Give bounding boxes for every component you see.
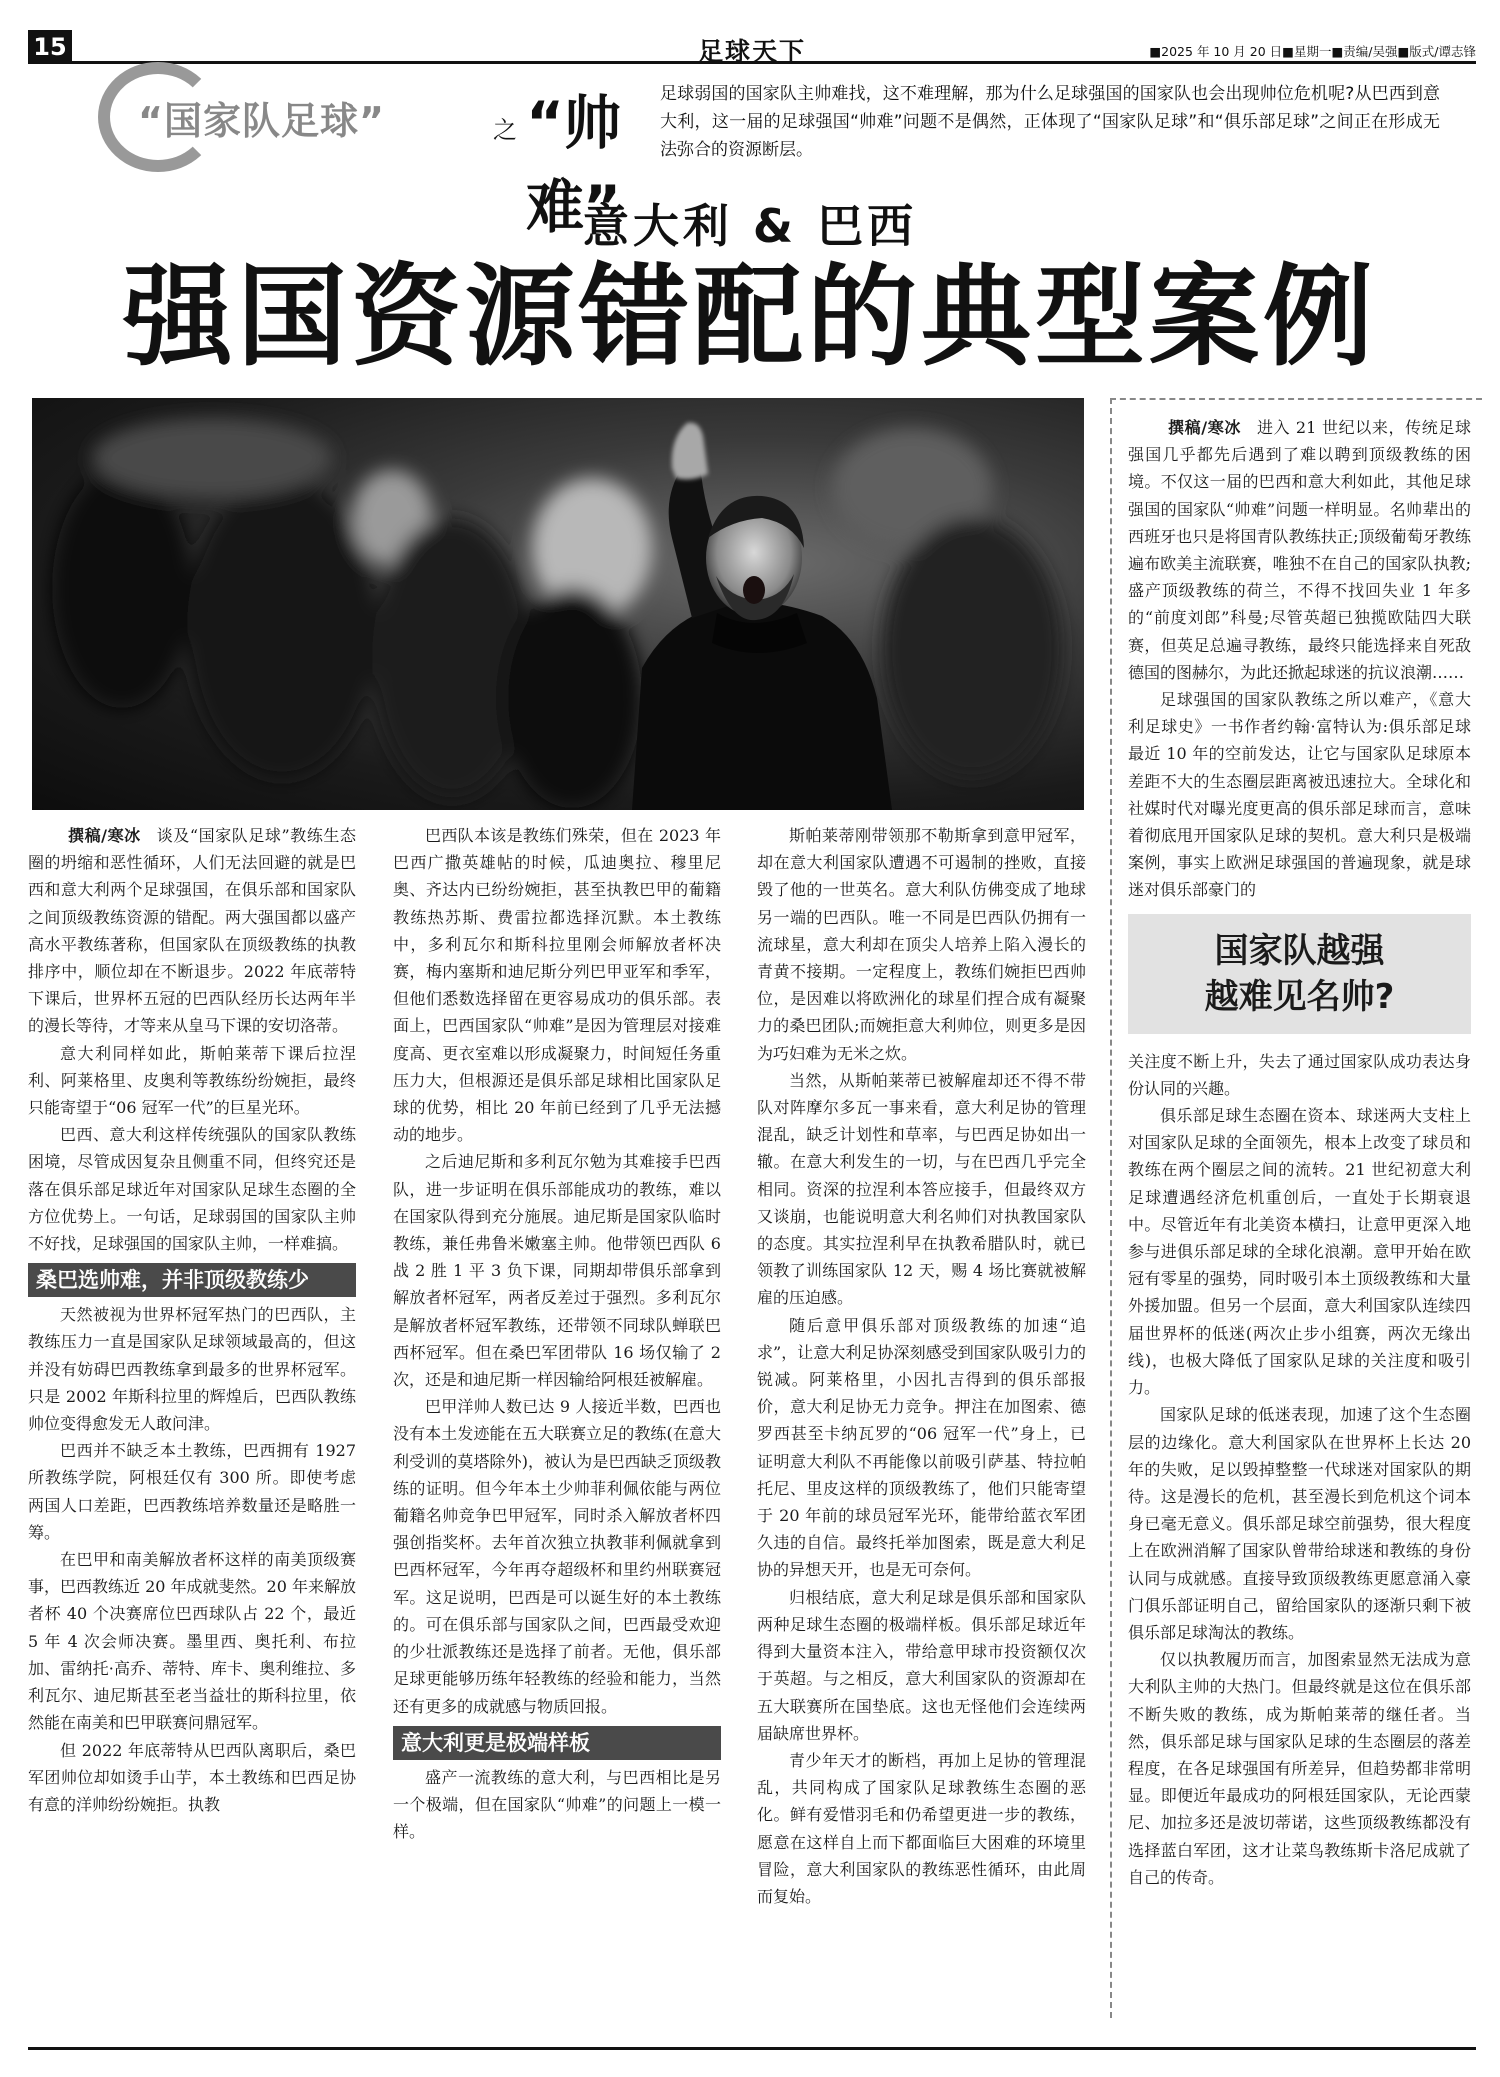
footer-rule xyxy=(28,2047,1476,2050)
section-subhead: 桑巴选帅难，并非顶级教练少 xyxy=(28,1263,356,1297)
paragraph: 撰稿/寒冰 谈及“国家队足球”教练生态圈的坍缩和恶性循环，人们无法回避的就是巴西和意大利两个足球强国，在俱乐部和国家队之间顶级教练资源的错配。两大强国都以盛产高水平教练著称，但国家队在顶级教练的执教排序中，顺位却在不断退步。2022 年底蒂特下课后，世界杯五冠的巴西队经历长达两年半的漫长等待，才等来从皇马下课的安切洛蒂。 xyxy=(28,826,356,1036)
paragraph: 之后迪尼斯和多利瓦尔勉为其难接手巴西队，进一步证明在俱乐部能成功的教练，难以在国家队得到充分施展。迪尼斯是国家队临时教练，兼任弗鲁米嫩塞主帅。他带领巴西队 6 战 2 胜 1 平 3 负下课，同期却带俱乐部拿到解放者杯冠军，两者反差过于强烈。多利瓦尔是解放者杯冠军教练，还带领不同球队蝉联巴西杯冠军。但在桑巴军团带队 16 场仅输了 2 次，还是和迪尼斯一样因输给阿根廷被解雇。 xyxy=(393,1152,721,1390)
paragraph: 在巴甲和南美解放者杯这样的南美顶级赛事，巴西教练近 20 年成就斐然。20 年来解放者杯 40 个决赛席位巴西球队占 22 个，最近 5 年 4 次会师决赛。墨里西、奥托利、布拉加、雷纳托·高乔、蒂特、库卡、奥利维拉、多利瓦尔、迪尼斯甚至老当益壮的斯科拉里，依然能在南美和巴甲联赛问鼎冠军。 xyxy=(28,1550,356,1733)
section-subhead: 意大利更是极端样板 xyxy=(393,1726,721,1760)
paragraph: 斯帕莱蒂刚带领那不勒斯拿到意甲冠军，却在意大利国家队遭遇不可遏制的挫败，直接毁了他的一世英名。意大利队仿佛变成了地球另一端的巴西队。唯一不同是巴西队仍拥有一流球星，意大利却在顶尖人培养上陷入漫长的青黄不接期。一定程度上，教练们婉拒巴西帅位，是因难以将欧洲化的球星们捏合成有凝聚力的桑巴团队;而婉拒意大利帅位，则更多是因为巧妇难为无米之炊。 xyxy=(757,826,1086,1063)
paragraph: 天然被视为世界杯冠军热门的巴西队，主教练压力一直是国家队足球领域最高的，但这并没有妨碍巴西教练拿到最多的世界杯冠军。只是 2002 年斯科拉里的辉煌后，巴西队教练帅位变得愈发无人敢问津。 xyxy=(28,1305,356,1434)
callout-line: 国家队越强 xyxy=(1214,930,1385,971)
byline: 撰稿/寒冰 xyxy=(1168,418,1241,437)
paragraph: 仅以执教履历而言，加图索显然无法成为意大利队主帅的大热门。但最终就是这位在俱乐部不断失败的教练，成为斯帕莱蒂的继任者。当然，俱乐部足球与国家队足球的生态圈层的落差程度，在各足球强国有所差异，但趋势都非常明显。即便近年最成功的阿根廷国家队，无论西蒙尼、加拉多还是波切蒂诺，这些顶级教练都没有选择蓝白军团，这才让菜鸟教练斯卡洛尼成就了自己的传奇。 xyxy=(1128,1650,1471,1887)
paragraph: 盛产一流教练的意大利，与巴西相比是另一个极端，但在国家队“帅难”的问题上一模一样。 xyxy=(393,1767,721,1842)
paragraph: 巴甲洋帅人数已达 9 人接近半数，巴西也没有本土发迹能在五大联赛立足的教练(在意大利受训的莫塔除外)，被认为是巴西缺乏顶级教练的证明。但今年本土少帅菲利佩依能与两位葡籍名帅竞争巴甲冠军，同时杀入解放者杯四强创指奖杯。去年首次独立执教菲利佩就拿到巴西杯冠军，今年再夺超级杯和里约州联赛冠军。这足说明，巴西是可以诞生好的本土教练的。可在俱乐部与国家队之间，巴西最受欢迎的少壮派教练还是选择了前者。无他，俱乐部足球更能够历练年轻教练的经验和能力，当然还有更多的成就感与物质回报。 xyxy=(393,1397,721,1716)
article-column-2 xyxy=(393,822,721,1845)
page-number: 15 xyxy=(28,30,72,64)
sidebar-article xyxy=(1128,414,1471,1891)
callout-box xyxy=(1128,914,1471,1034)
series-title-a: “国家队足球” xyxy=(138,99,385,143)
series-joiner: 之 xyxy=(493,116,517,144)
paragraph: 撰稿/寒冰 进入 21 世纪以来，传统足球强国几乎都先后遇到了难以聘到顶级教练的困境。不仅这一届的巴西和意大利如此，其他足球强国的国家队“帅难”问题一样明显。名帅辈出的西班牙也只是将国青队教练扶正;顶级葡萄牙教练遍布欧美主流联赛，唯独不在自己的国家队执教;盛产顶级教练的荷兰，不得不找回失业 1 年多的“前度刘郎”科曼;尽管英超已独揽欧陆四大联赛，但英足总遍寻教练，最终只能选择来自死敌德国的图赫尔，为此还掀起球迷的抗议浪潮…… xyxy=(1128,418,1471,682)
series-title-b: “帅难” xyxy=(526,89,621,241)
article-column-3 xyxy=(757,822,1086,1910)
paragraph: 归根结底，意大利足球是俱乐部和国家队两种足球生态圈的极端样板。俱乐部足球近年得到大量资本注入，带给意甲球市投资额仅次于英超。与之相反，意大利国家队的资源却在五大联赛所在国垫底。这也无怪他们会连续两届缺席世界杯。 xyxy=(757,1587,1086,1743)
callout-line: 越难见名帅? xyxy=(1204,976,1395,1017)
paragraph: 巴西队本该是教练们殊荣，但在 2023 年巴西广撒英雄帖的时候，瓜迪奥拉、穆里尼奥、齐达内已纷纷婉拒，甚至执教巴甲的葡籍教练热苏斯、费雷拉都选择沉默。本土教练中，多利瓦尔和斯科拉里刚会师解放者杯决赛，梅内塞斯和迪尼斯分列巴甲亚军和季军，但他们悉数选择留在更容易成功的俱乐部。表面上，巴西国家队“帅难”是因为管理层对接难度高、更衣室难以形成凝聚力，时间短任务重压力大，但根源还是俱乐部足球相比国家队足球的优势，相比 20 年前已经到了几乎无法撼动的地步。 xyxy=(393,826,721,1145)
coach-shouting-photo xyxy=(32,398,1084,810)
paragraph: 但 2022 年底蒂特从巴西队离职后，桑巴军团帅位却如烫手山芋，本土教练和巴西足协有意的洋帅纷纷婉拒。执教 xyxy=(28,1740,356,1814)
paragraph: 足球强国的国家队教练之所以难产，《意大利足球史》一书作者约翰·富特认为:俱乐部足球最近 10 年的空前发达，让它与国家队足球原本差距不大的生态圈层距离被迅速拉大。全球化和社媒时代对曝光度更高的俱乐部足球而言，意味着彻底甩开国家队足球的契机。意大利只是极端案例，事实上欧洲足球强国的普遍现象，就是球迷对俱乐部豪门的 xyxy=(1128,690,1471,900)
kicker: 意大利 & 巴西 xyxy=(582,199,918,253)
paragraph: 巴西、意大利这样传统强队的国家队教练困境，尽管成因复杂且侧重不同，但终究还是落在俱乐部足球近年对国家队足球生态圈的全方位优势上。一句话，足球弱国的国家队主帅不好找，足球强国的国家队主帅，一样难搞。 xyxy=(28,1125,356,1254)
issue-meta: ■2025 年 10 月 20 日■星期一■责编/吴强■版式/谭志锋 xyxy=(1149,44,1476,59)
paragraph: 意大利同样如此，斯帕莱蒂下课后拉涅利、阿莱格里、皮奥利等教练纷纷婉拒，最终只能寄望于“06 冠军一代”的巨星光环。 xyxy=(28,1043,356,1118)
paragraph: 国家队足球的低迷表现，加速了这个生态圈层的边缘化。意大利国家队在世界杯上长达 20 年的失败，足以毁掉整整一代球迷对国家队的期待。这是漫长的危机，甚至漫长到危机这个词本身已毫无意义。俱乐部足球空前强势，很大程度上在欧洲消解了国家队曾带给球迷和教练的身份认同与成就感。直接导致顶级教练更愿意涌入豪门俱乐部证明自己，留给国家队的逐渐只剩下被俱乐部足球淘汰的教练。 xyxy=(1128,1405,1471,1642)
paragraph: 关注度不断上升，失去了通过国家队成功表达身份认同的兴趣。 xyxy=(1128,1051,1471,1098)
paragraph: 随后意甲俱乐部对顶级教练的加速“追求”，让意大利足协深刻感受到国家队吸引力的锐减。阿莱格里，小因扎吉得到的俱乐部报价，意大利足协无力竞争。押注在加图索、德罗西甚至卡纳瓦罗的“06 冠军一代”身上，已证明意大利队不再能像以前吸引萨基、特拉帕托尼、里皮这样的顶级教练了，他们只能寄望于 20 年前的球员冠军光环，能带给蓝衣军团久违的自信。最终托举加图索，既是意大利足协的异想天开，也是无可奈何。 xyxy=(757,1315,1086,1580)
page-header xyxy=(28,30,1476,64)
headline: 强国资源错配的典型案例 xyxy=(123,252,1377,381)
lead-paragraph: 足球弱国的国家队主帅难找，这不难理解，那为什么足球强国的国家队也会出现帅位危机呢?从巴西到意大利，这一届的足球强国“帅难”问题不是偶然，正体现了“国家队足球”和“俱乐部足球”之间正在形成无法弥合的资源断层。 xyxy=(660,84,1440,160)
byline: 撰稿/寒冰 xyxy=(68,826,141,845)
section-title: 足球天下 xyxy=(697,37,806,66)
paragraph: 巴西并不缺乏本土教练，巴西拥有 1927 所教练学院，阿根廷仅有 300 所。即使考虑两国人口差距，巴西教练培养数量还是略胜一筹。 xyxy=(28,1441,356,1542)
paragraph: 青少年天才的断档，再加上足协的管理混乱，共同构成了国家队足球教练生态圈的恶化。鲜有爱惜羽毛和仍希望更进一步的教练，愿意在这样自上而下都面临巨大困难的环境里冒险，意大利国家队的教练恶性循环，由此周而复始。 xyxy=(757,1750,1086,1906)
paragraph: 俱乐部足球生态圈在资本、球迷两大支柱上对国家队足球的全面领先，根本上改变了球员和教练在两个圈层之间的流转。21 世纪初意大利足球遭遇经济危机重创后，一直处于长期衰退中。尽管近年有北美资本横扫，让意甲更深入地参与进俱乐部足球的全球化浪潮。意甲开始在欧冠有零星的强势，同时吸引本土顶级教练和大量外援加盟。但另一个层面，意大利国家队连续四届世界杯的低迷(两次止步小组赛，两次无缘出线)，也极大降低了国家队足球的关注度和吸引力。 xyxy=(1128,1106,1471,1398)
article-column-1 xyxy=(28,822,356,1818)
paragraph: 当然，从斯帕莱蒂已被解雇却还不得不带队对阵摩尔多瓦一事来看，意大利足协的管理混乱，缺乏计划性和草率，与巴西足协如出一辙。在意大利发生的一切，与在巴西几乎完全相同。资深的拉涅利本答应接手，但最终双方又谈崩，也能说明意大利名帅们对执教国家队的态度。其实拉涅利早在执教希腊队时，就已领教了训练国家队 12 天，赐 4 场比赛就被解雇的压迫感。 xyxy=(757,1070,1086,1308)
photo-illustration xyxy=(32,398,1084,810)
series-logo xyxy=(98,60,658,241)
